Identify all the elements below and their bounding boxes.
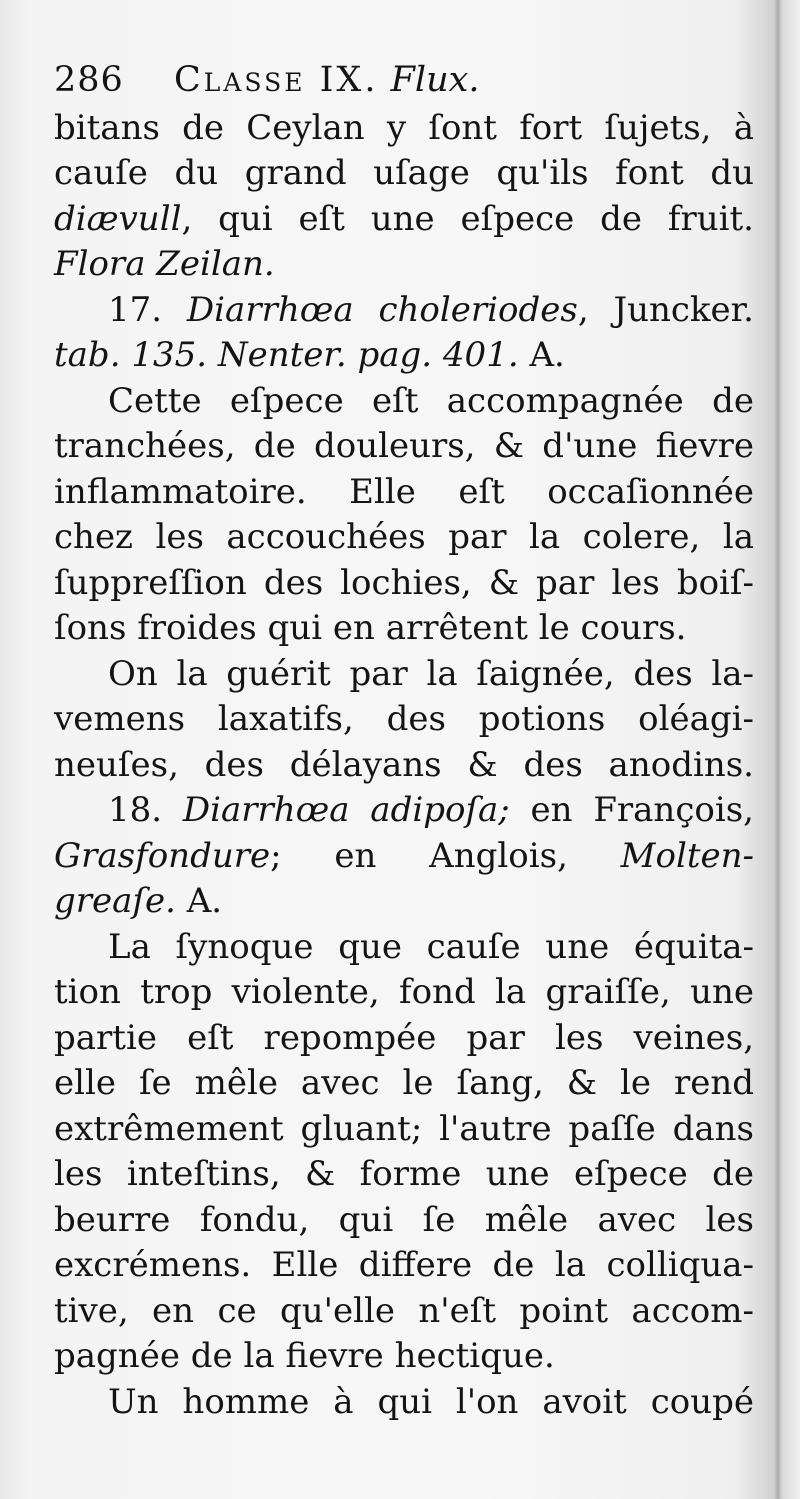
- text-line-28: pagnée de la fievre hectique.: [54, 1336, 555, 1376]
- plant-name: diævull: [54, 198, 182, 239]
- species-name: Diarrhœa choleriodes: [186, 289, 578, 330]
- text-line-13: On la guérit par la ſaignée, des la-: [108, 653, 754, 694]
- text-line-22: elle ſe mêle avec le ſang, & le rend: [54, 1063, 754, 1103]
- text-line-15: neuſes, des délayans & des anodins.: [54, 744, 754, 785]
- text-line-8: tranchées, de douleurs, & d'une fievre: [54, 426, 754, 466]
- entry-number: 18.: [108, 790, 183, 830]
- text-line-9: inflammatoire. Elle eſt occaſionnée: [54, 471, 754, 512]
- text-line-4: [54, 242, 754, 288]
- running-head: [54, 58, 754, 104]
- french-name: Grasfondure: [54, 835, 271, 876]
- english-name-label: ; en Anglois,: [270, 835, 621, 876]
- citation-flora-zeilan: Flora Zeilan.: [54, 244, 275, 284]
- page-text: [54, 58, 754, 1425]
- text-line-24: les inteſtins, & forme une eſpece de: [54, 1154, 754, 1194]
- text-line-3: [54, 197, 754, 243]
- class-letter: A.: [175, 881, 223, 921]
- english-name-end: greaſe.: [54, 881, 176, 921]
- text-line-1: bitans de Ceylan y ſont fort ſujets, à: [54, 107, 754, 148]
- class-letter: A.: [518, 335, 565, 375]
- reference: tab. 135. Nenter. pag. 401.: [54, 335, 519, 375]
- text-line-3-rest: , qui eſt une eſpece de fruit.: [181, 198, 754, 239]
- running-head-title: Classe IX.: [173, 60, 379, 100]
- page-number: 286: [54, 60, 124, 100]
- entry-18-heading: [54, 788, 754, 834]
- text-line-19: La ſynoque que cauſe une équita-: [108, 926, 754, 967]
- entry-18-names-end: [54, 879, 754, 925]
- entry-number: 17.: [108, 289, 187, 330]
- french-name-label: en François,: [509, 790, 754, 830]
- text-line-27: tive, en ce qu'elle n'eſt point accom-: [54, 1290, 754, 1331]
- page-gutter-shadow: [774, 0, 782, 1499]
- text-line-12: ſons froides qui en arrêtent le cours.: [54, 608, 687, 648]
- text-line-10: chez les accouchées par la colere, la: [54, 517, 754, 557]
- entry-17-reference: [54, 333, 754, 379]
- author-citation: , Juncker.: [577, 289, 754, 330]
- english-name: Molten-: [620, 835, 754, 876]
- text-line-23: extrêmement gluant; l'autre paſſe dans: [54, 1108, 754, 1149]
- entry-17-heading: [54, 288, 754, 334]
- text-line-21: partie eſt repompée par les veines,: [54, 1017, 754, 1058]
- running-head-section: Flux.: [390, 60, 480, 100]
- text-line-29: Un homme à qui l'on avoit coupé: [108, 1381, 754, 1422]
- entry-18-names: [54, 834, 754, 880]
- text-line-2: cauſe du grand uſage qu'ils font du: [54, 153, 754, 193]
- text-line-11: ſuppreſſion des lochies, & par les boiſ-: [54, 562, 754, 603]
- species-name: Diarrhœa adipoſa;: [182, 790, 510, 830]
- text-line-20: tion trop violente, fond la graiſſe, une: [54, 972, 754, 1012]
- text-line-7: Cette eſpece eſt accompagnée de: [108, 380, 754, 421]
- text-line-26: excrémens. Elle differe de la colliqua-: [54, 1245, 754, 1285]
- text-line-14: vemens laxatifs, des potions oléagi-: [54, 699, 754, 739]
- text-line-25: beurre fondu, qui ſe mêle avec les: [54, 1199, 754, 1240]
